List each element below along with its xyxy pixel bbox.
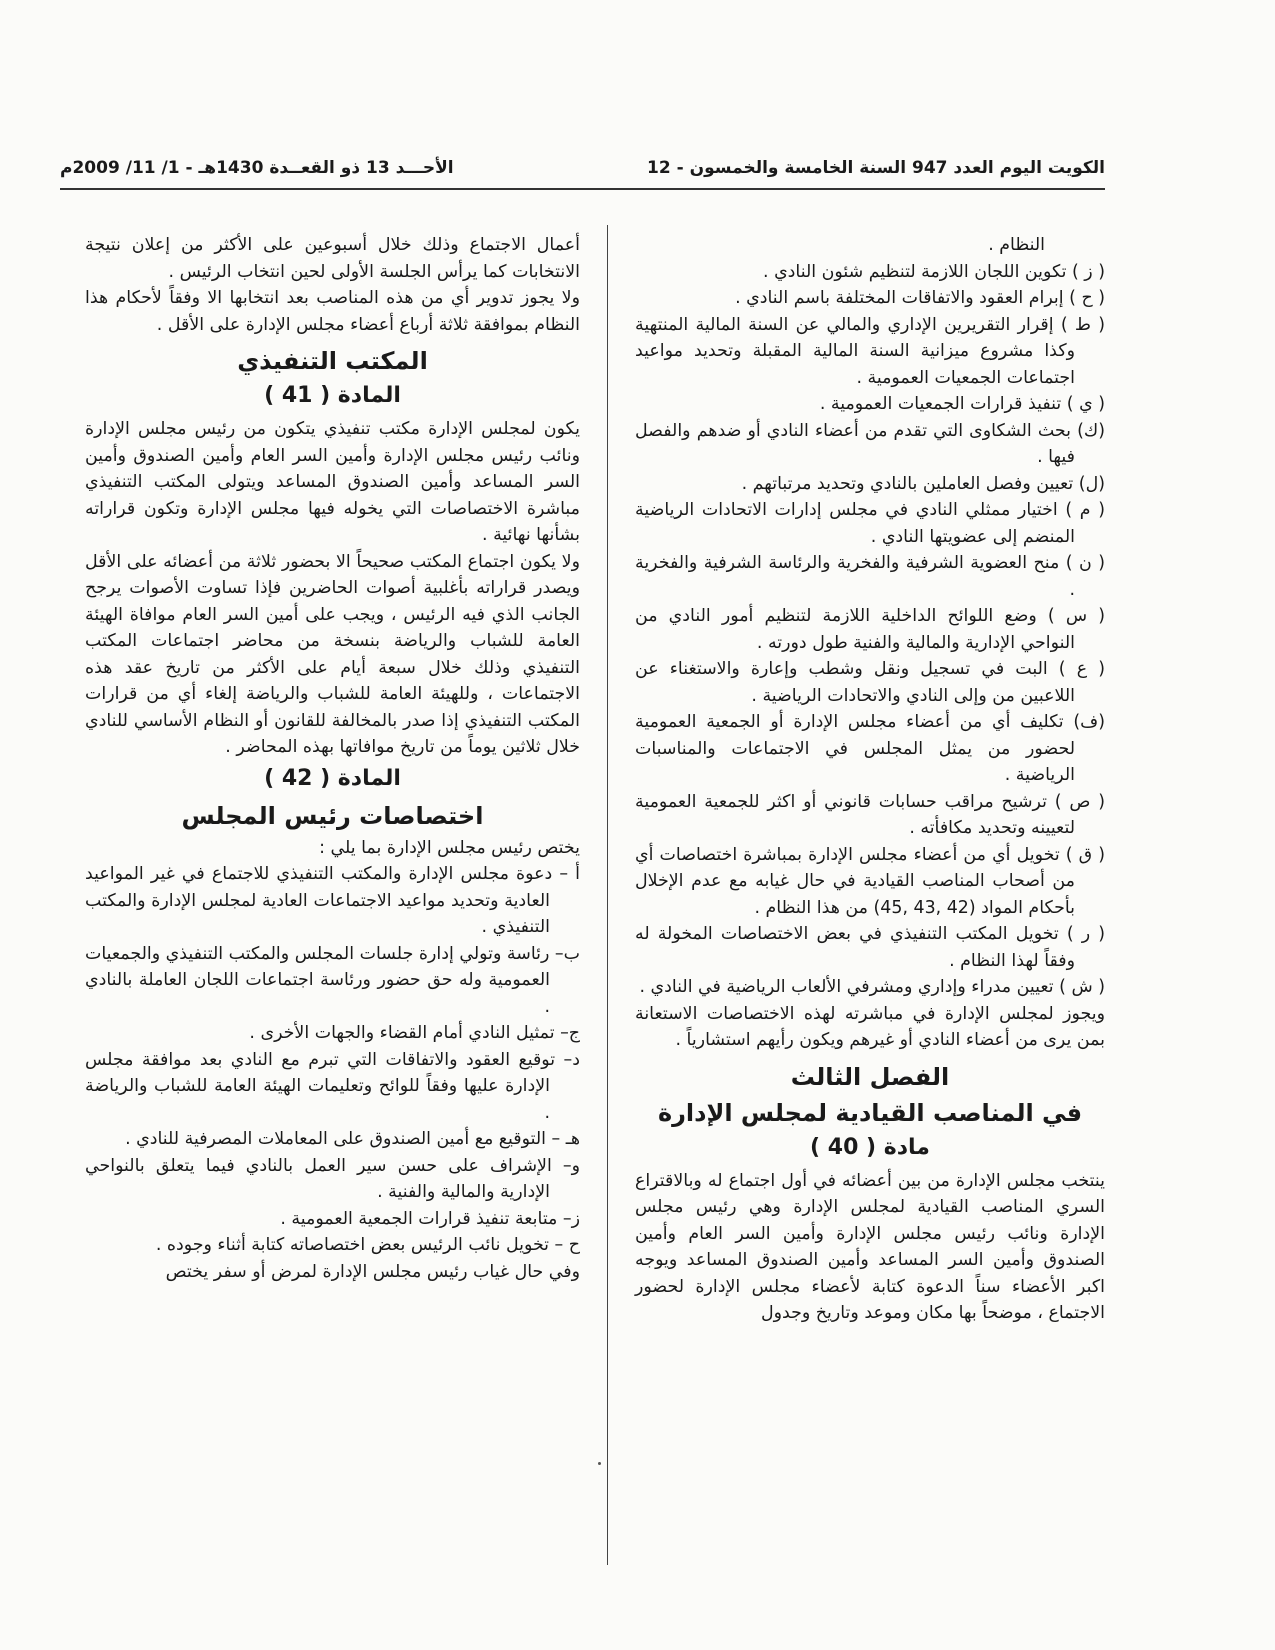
list-item: ( ر ) تخويل المكتب التنفيذي في بعض الاختصاصات المخولة له وفقاً لهذا النظام . bbox=[635, 924, 1105, 971]
continued-text: أعمال الاجتماع وذلك خلال أسبوعين على الأكثر من إعلان نتيجة الانتخابات كما يرأس الجلسة الأولى لحين انتخاب الرئيس . bbox=[85, 235, 580, 282]
chapter-subtitle: في المناصب القيادية لمجلس الإدارة bbox=[657, 1098, 1083, 1127]
continued-text: النظام . bbox=[988, 235, 1045, 255]
paragraph: ولا يجوز تدوير أي من هذه المناصب بعد انتخابها الا وفقاً لأحكام هذا النظام بموافقة ثلاثة أرباع أعضاء مجلس الإدارة على الأقل . bbox=[85, 288, 580, 335]
article-heading: مادة ( 40 ) bbox=[810, 1134, 930, 1160]
list-item: (ف) تكليف أي من أعضاء مجلس الإدارة أو الجمعية العمومية لحضور من يمثل المجلس في الاجتماعات والمناسبات الرياضية . bbox=[635, 712, 1105, 785]
section-title: اختصاصات رئيس المجلس bbox=[181, 801, 484, 830]
header-rule bbox=[60, 188, 1105, 190]
closing-paragraph: ويجوز لمجلس الإدارة في مباشرته لهذه الاختصاصات الاستعانة بمن يرى من أعضاء النادي أو غيرهم ويكون رأيهم استشارياً . bbox=[635, 1003, 1105, 1050]
paragraph: يختص رئيس مجلس الإدارة بما يلي : bbox=[319, 837, 580, 858]
page-header bbox=[60, 158, 1105, 188]
list-item: ( ع ) البت في تسجيل ونقل وشطب وإعارة والاستغناء عن اللاعبين من وإلى النادي والاتحادات الرياضية . bbox=[635, 659, 1105, 706]
list-item: ( ص ) ترشيح مراقب حسابات قانوني أو اكثر للجمعية العمومية لتعيينه وتحديد مكافأته . bbox=[635, 791, 1105, 838]
list-item: (ك) بحث الشكاوى التي تقدم من أعضاء النادي أو ضدهم والفصل فيها . bbox=[635, 420, 1105, 467]
list-item: ج– تمثيل النادي أمام القضاء والجهات الأخرى . bbox=[249, 1023, 580, 1043]
chapter-title: الفصل الثالث bbox=[790, 1062, 950, 1091]
paragraph: ولا يكون اجتماع المكتب صحيحاً الا بحضور ثلاثة من أعضائه على الأقل ويصدر قراراته بأغلبية أصوات الحاضرين فإذا تساوت الأصوات يرجح الجانب الذي فيه الرئيس ، ويجب على أمين السر العام موافاة الهيئة العامة للشباب والرياضة بنسخة من محاضر اجتماعات المكتب التنفيذي وذلك خلال سبعة أيام على الأكثر من تاريخ عقد هذه الاجتماعات ، وللهيئة العامة للشباب والرياضة إلغاء أي من قرارات المكتب التنفيذي إذا صدر بالمخالفة للقانون أو النظام الأساسي للنادي خلال ثلاثين يوماً من تاريخ موافاتها بهذه المحاضر . bbox=[85, 551, 580, 757]
scan-speck bbox=[598, 1462, 601, 1465]
list-item: ( س ) وضع اللوائح الداخلية اللازمة لتنظيم أمور النادي من النواحي الإدارية والمالية والفنية طول دورته . bbox=[635, 606, 1105, 653]
column-divider bbox=[607, 225, 608, 1565]
list-item: ( ح ) إبرام العقود والاتفاقات المختلفة باسم النادي . bbox=[735, 288, 1105, 308]
list-item: أ – دعوة مجلس الإدارة والمكتب التنفيذي للاجتماع في غير المواعيد العادية وتحديد مواعيد الاجتماعات العادية لمجلس الإدارة والمكتب التنفيذي . bbox=[85, 864, 580, 937]
list-item: و– الإشراف على حسن سير العمل بالنادي فيما يتعلق بالنواحي الإدارية والمالية والفنية . bbox=[85, 1155, 580, 1202]
article-heading: المادة ( 42 ) bbox=[264, 765, 401, 791]
left-column bbox=[85, 232, 580, 1552]
list-item: ( ط ) إقرار التقريرين الإداري والمالي عن السنة المالية المنتهية وكذا مشروع ميزانية السنة المالية المقبلة وتحديد مواعيد اجتماعات الجمعيات العمومية . bbox=[635, 314, 1105, 388]
paragraph: يكون لمجلس الإدارة مكتب تنفيذي يتكون من رئيس مجلس الإدارة ونائب رئيس مجلس الإدارة وأمين السر العام وأمين الصندوق وأمين السر المساعد وأمين الصندوق المساعد ويتولى المكتب التنفيذي مباشرة الاختصاصات التي يخوله فيها مجلس الإدارة وتكون قراراته بشأنها نهائية . bbox=[85, 419, 580, 545]
list-item: ح – تخويل نائب الرئيس بعض اختصاصاته كتابة أثناء وجوده . bbox=[155, 1235, 580, 1255]
list-item: (ل) تعيين وفصل العاملين بالنادي وتحديد مرتباتهم . bbox=[741, 473, 1105, 494]
paragraph: وفي حال غياب رئيس مجلس الإدارة لمرض أو سفر يختص bbox=[165, 1261, 580, 1282]
article-heading: المادة ( 41 ) bbox=[264, 383, 401, 408]
list-item: ( ق ) تخويل أي من أعضاء مجلس الإدارة بمباشرة اختصاصات أي من أصحاب المناصب القيادية في حال غيابه مع عدم الإخلال بأحكام المواد (42 ,43 ,45) من هذا النظام . bbox=[635, 844, 1105, 918]
list-item: ( ي ) تنفيذ قرارات الجمعيات العمومية . bbox=[819, 394, 1105, 414]
header-date: الأحـــد 13 ذو القعــدة 1430هـ - 1/ 11/ 2009م bbox=[60, 158, 454, 178]
list-item: ( م ) اختيار ممثلي النادي في مجلس إدارات الاتحادات الرياضية المنضم إلى عضويتها النادي . bbox=[635, 500, 1105, 547]
header-issue-info: الكويت اليوم العدد 947 السنة الخامسة والخمسون - 12 bbox=[647, 158, 1105, 178]
list-item: ز– متابعة تنفيذ قرارات الجمعية العمومية . bbox=[280, 1208, 580, 1229]
list-item: ( ز ) تكوين اللجان اللازمة لتنظيم شئون النادي . bbox=[763, 261, 1105, 282]
right-column bbox=[635, 232, 1105, 1562]
list-item: ب– رئاسة وتولي إدارة جلسات المجلس والمكتب التنفيذي والجمعيات العمومية وله حق حضور ورئاسة اجتماعات اللجان العاملة بالنادي . bbox=[85, 943, 580, 1017]
list-item: د– توقيع العقود والاتفاقات التي تبرم مع النادي بعد موافقة مجلس الإدارة عليها وفقاً للوائح وتعليمات الهيئة العامة للشباب والرياضة . bbox=[85, 1049, 580, 1123]
article-text: ينتخب مجلس الإدارة من بين أعضائه في أول اجتماع له وبالاقتراع السري المناصب القيادية لمجلس الإدارة وهي رئيس مجلس الإدارة ونائب رئيس مجلس الإدارة وأمين السر العام وأمين الصندوق وأمين السر المساعد وأمين الصندوق المساعد ويوجه اكبر الأعضاء سناً الدعوة كتابة لأعضاء مجلس الإدارة لحضور الاجتماع ، موضحاً بها مكان وموعد وتاريخ وجدول bbox=[635, 1170, 1105, 1323]
list-item: ( ش ) تعيين مدراء وإداري ومشرفي الألعاب الرياضية في النادي . bbox=[639, 977, 1105, 997]
section-title: المكتب التنفيذي bbox=[237, 347, 428, 375]
list-item: ( ن ) منح العضوية الشرفية والفخرية والرئاسة الشرفية والفخرية . bbox=[635, 553, 1105, 600]
list-item: هـ – التوقيع مع أمين الصندوق على المعاملات المصرفية للنادي . bbox=[125, 1129, 580, 1149]
